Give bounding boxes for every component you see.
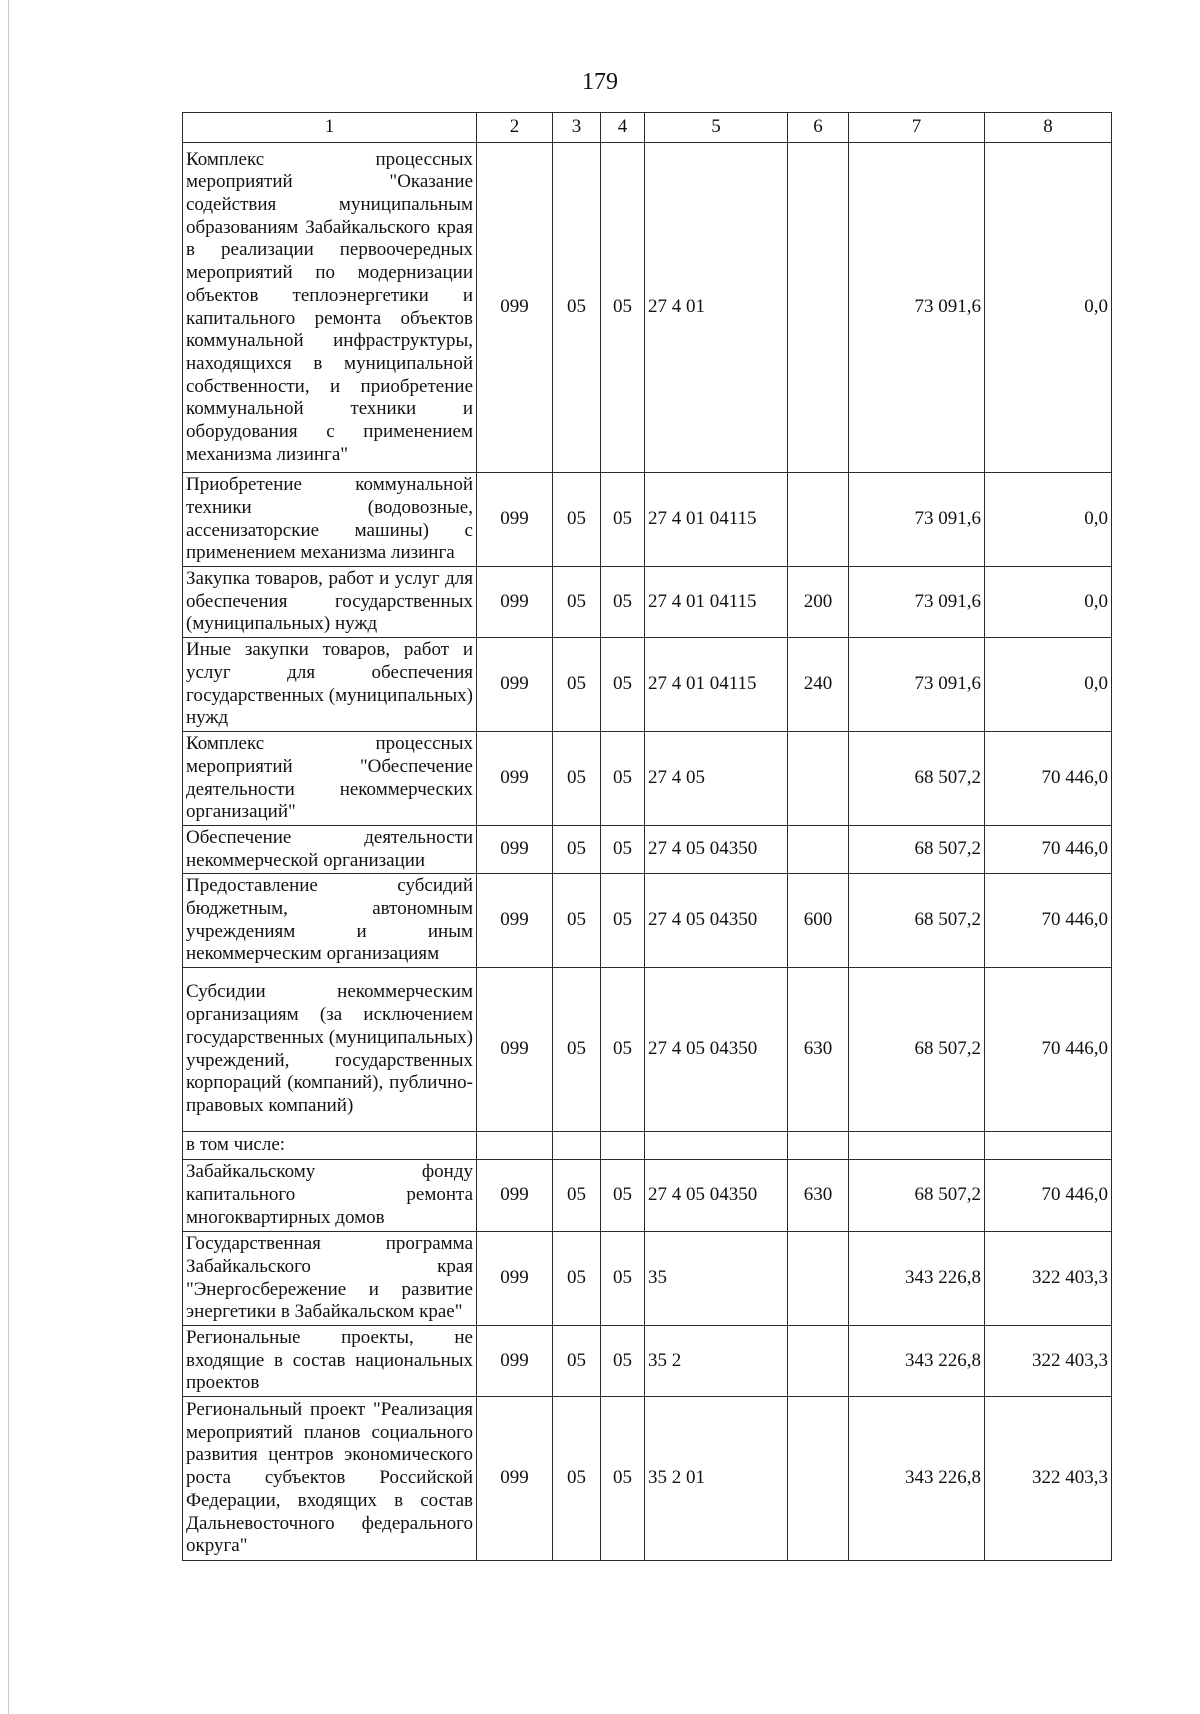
table-row [183, 968, 1112, 1132]
header-col-2: 2 [477, 113, 553, 143]
page-number: 179 [582, 69, 618, 95]
cell-col-4: 05 [601, 1326, 645, 1397]
cell-col-5: 27 4 05 04350 [645, 874, 788, 968]
cell-col-6 [788, 826, 849, 874]
cell-col-6: 200 [788, 567, 849, 638]
header-col-4: 4 [601, 113, 645, 143]
cell-col-6: 630 [788, 1160, 849, 1232]
cell-col-3: 05 [553, 473, 601, 567]
header-col-3: 3 [553, 113, 601, 143]
cell-col-3: 05 [553, 826, 601, 874]
cell-col-3: 05 [553, 1326, 601, 1397]
cell-col-2: 099 [477, 968, 553, 1132]
cell-col-5: 27 4 05 [645, 732, 788, 826]
cell-col-2: 099 [477, 473, 553, 567]
cell-col-2: 099 [477, 638, 553, 732]
table-row [183, 732, 1112, 826]
header-col-7: 7 [849, 113, 985, 143]
scan-edge-line [8, 0, 9, 1714]
cell-col-8: 0,0 [985, 638, 1112, 732]
cell-col-3: 05 [553, 1232, 601, 1326]
cell-col-8: 70 446,0 [985, 732, 1112, 826]
cell-col-6 [788, 1132, 849, 1160]
cell-col-2: 099 [477, 732, 553, 826]
cell-col-5: 27 4 05 04350 [645, 826, 788, 874]
cell-col-2: 099 [477, 826, 553, 874]
row-name: Закупка товаров, работ и услуг для обеспечения государственных (муниципальных) нужд [183, 567, 477, 638]
cell-col-5: 27 4 05 04350 [645, 1160, 788, 1232]
cell-col-8: 322 403,3 [985, 1397, 1112, 1561]
cell-col-3 [553, 1132, 601, 1160]
cell-col-2: 099 [477, 1160, 553, 1232]
table-row [183, 567, 1112, 638]
cell-col-8: 70 446,0 [985, 874, 1112, 968]
cell-col-5: 27 4 01 04115 [645, 567, 788, 638]
cell-col-8: 322 403,3 [985, 1326, 1112, 1397]
cell-col-8: 0,0 [985, 567, 1112, 638]
cell-col-8 [985, 1132, 1112, 1160]
cell-col-7: 68 507,2 [849, 968, 985, 1132]
table-row [183, 473, 1112, 567]
cell-col-7: 343 226,8 [849, 1397, 985, 1561]
cell-col-5: 27 4 05 04350 [645, 968, 788, 1132]
cell-col-3: 05 [553, 874, 601, 968]
cell-col-3: 05 [553, 732, 601, 826]
cell-col-5: 35 2 01 [645, 1397, 788, 1561]
table-row [183, 874, 1112, 968]
table-row [183, 1397, 1112, 1561]
row-name: в том числе: [183, 1132, 477, 1160]
cell-col-4: 05 [601, 732, 645, 826]
row-name: Государственная программа Забайкальского края "Энергосбережение и развитие энергетики в Забайкальском крае" [183, 1232, 477, 1326]
cell-col-7: 73 091,6 [849, 567, 985, 638]
table-row [183, 638, 1112, 732]
cell-col-4: 05 [601, 143, 645, 473]
cell-col-7: 73 091,6 [849, 143, 985, 473]
header-col-5: 5 [645, 113, 788, 143]
cell-col-6: 240 [788, 638, 849, 732]
row-name: Предоставление субсидий бюджетным, автономным учреждениям и иным некоммерческим организациям [183, 874, 477, 968]
row-name: Забайкальскому фонду капитального ремонта многоквартирных домов [183, 1160, 477, 1232]
cell-col-2: 099 [477, 874, 553, 968]
header-col-1: 1 [183, 113, 477, 143]
cell-col-5: 27 4 01 04115 [645, 473, 788, 567]
row-name: Иные закупки товаров, работ и услуг для обеспечения государственных (муниципальных) нужд [183, 638, 477, 732]
cell-col-2: 099 [477, 567, 553, 638]
table-row [183, 1160, 1112, 1232]
table-header-row [183, 113, 1112, 143]
cell-col-2: 099 [477, 1326, 553, 1397]
cell-col-6 [788, 473, 849, 567]
cell-col-3: 05 [553, 1397, 601, 1561]
cell-col-6 [788, 1397, 849, 1561]
cell-col-7 [849, 1132, 985, 1160]
table-row [183, 826, 1112, 874]
cell-col-8: 322 403,3 [985, 1232, 1112, 1326]
cell-col-7: 343 226,8 [849, 1232, 985, 1326]
row-name: Обеспечение деятельности некоммерческой организации [183, 826, 477, 874]
cell-col-5: 35 [645, 1232, 788, 1326]
row-name: Приобретение коммунальной техники (водовозные, ассенизаторские машины) с применением механизма лизинга [183, 473, 477, 567]
cell-col-3: 05 [553, 143, 601, 473]
cell-col-6: 600 [788, 874, 849, 968]
cell-col-4: 05 [601, 473, 645, 567]
cell-col-4: 05 [601, 826, 645, 874]
cell-col-6 [788, 732, 849, 826]
row-name: Региональный проект "Реализация мероприятий планов социального развития центров экономического роста субъектов Российской Федерации, входящих в состав Дальневосточного федерального округа" [183, 1397, 477, 1561]
row-name: Региональные проекты, не входящие в состав национальных проектов [183, 1326, 477, 1397]
table-row [183, 143, 1112, 473]
cell-col-6 [788, 1232, 849, 1326]
cell-col-7: 73 091,6 [849, 638, 985, 732]
header-col-6: 6 [788, 113, 849, 143]
budget-table [182, 112, 1112, 1561]
cell-col-4: 05 [601, 968, 645, 1132]
cell-col-4: 05 [601, 638, 645, 732]
cell-col-3: 05 [553, 567, 601, 638]
cell-col-8: 70 446,0 [985, 968, 1112, 1132]
table-row [183, 1132, 1112, 1160]
cell-col-4: 05 [601, 567, 645, 638]
cell-col-2 [477, 1132, 553, 1160]
cell-col-4: 05 [601, 874, 645, 968]
cell-col-7: 68 507,2 [849, 1160, 985, 1232]
cell-col-8: 70 446,0 [985, 1160, 1112, 1232]
cell-col-8: 0,0 [985, 143, 1112, 473]
cell-col-3: 05 [553, 638, 601, 732]
cell-col-2: 099 [477, 143, 553, 473]
table-row [183, 1326, 1112, 1397]
cell-col-7: 68 507,2 [849, 826, 985, 874]
cell-col-5: 27 4 01 [645, 143, 788, 473]
row-name: Комплекс процессных мероприятий "Обеспечение деятельности некоммерческих организаций" [183, 732, 477, 826]
cell-col-2: 099 [477, 1232, 553, 1326]
cell-col-7: 343 226,8 [849, 1326, 985, 1397]
cell-col-5: 35 2 [645, 1326, 788, 1397]
cell-col-5: 27 4 01 04115 [645, 638, 788, 732]
cell-col-4: 05 [601, 1397, 645, 1561]
cell-col-7: 68 507,2 [849, 874, 985, 968]
row-name: Субсидии некоммерческим организациям (за исключением государственных (муниципальных) учреждений, государственных корпораций (компаний), публично-правовых компаний) [183, 968, 477, 1132]
table-row [183, 1232, 1112, 1326]
cell-col-7: 68 507,2 [849, 732, 985, 826]
cell-col-4: 05 [601, 1232, 645, 1326]
row-name: Комплекс процессных мероприятий "Оказание содействия муниципальным образованиям Забайкальского края в реализации первоочередных мероприятий по модернизации объектов теплоэнергетики и капитального ремонта объектов коммунальной инфраструктуры, находящихся в муниципальной собственности, и приобретение коммунальной техники и оборудования с применением механизма лизинга" [183, 143, 477, 473]
cell-col-4 [601, 1132, 645, 1160]
cell-col-6 [788, 1326, 849, 1397]
cell-col-2: 099 [477, 1397, 553, 1561]
cell-col-5 [645, 1132, 788, 1160]
cell-col-6 [788, 143, 849, 473]
cell-col-8: 70 446,0 [985, 826, 1112, 874]
cell-col-7: 73 091,6 [849, 473, 985, 567]
header-col-8: 8 [985, 113, 1112, 143]
cell-col-6: 630 [788, 968, 849, 1132]
cell-col-3: 05 [553, 968, 601, 1132]
cell-col-3: 05 [553, 1160, 601, 1232]
cell-col-4: 05 [601, 1160, 645, 1232]
cell-col-8: 0,0 [985, 473, 1112, 567]
